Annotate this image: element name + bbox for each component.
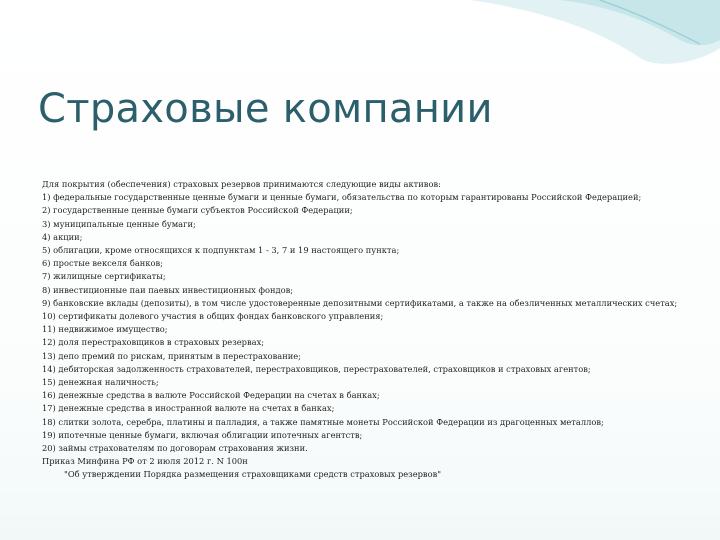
- list-item: 1) федеральные государственные ценные бумаги и ценные бумаги, обязательства по которым гарантированы Российской Федерацией;: [42, 192, 642, 203]
- list-item: 19) ипотечные ценные бумаги, включая облигации ипотечных агентств;: [42, 429, 363, 440]
- list-item: 20) займы страхователям по договорам страхования жизни.: [42, 443, 308, 454]
- list-item: 18) слитки золота, серебра, платины и палладия, а также памятные монеты Российской Федерации из драгоценных металлов;: [42, 416, 604, 427]
- list-item: 14) дебиторская задолженность страхователей, перестраховщиков, перестрахователей, страховщиков и страховых агентов;: [42, 363, 591, 374]
- list-item: 10) сертификаты долевого участия в общих фондах банковского управления;: [42, 311, 384, 322]
- asset-list: [42, 178, 692, 482]
- list-item: 8) инвестиционные паи паевых инвестиционных фондов;: [42, 284, 294, 295]
- list-item: 13) депо премий по рискам, принятым в перестрахование;: [42, 350, 301, 361]
- list-item: 7) жилищные сертификаты;: [42, 271, 166, 282]
- intro-text: Для покрытия (обеспечения) страховых резервов принимаются следующие виды активов:: [42, 179, 441, 189]
- list-item: 3) муниципальные ценные бумаги;: [42, 218, 196, 229]
- list-item: 5) облигации, кроме относящихся к подпунктам 1 - 3, 7 и 19 настоящего пункта;: [42, 245, 400, 256]
- list-item: 15) денежная наличность;: [42, 377, 159, 388]
- list-item: 16) денежные средства в валюте Российской Федерации на счетах в банках;: [42, 390, 380, 401]
- list-item: 9) банковские вклады (депозиты), в том числе удостоверенные депозитными сертификатами, а также на обезличенных металлических счетах;: [42, 297, 678, 308]
- list-item: 2) государственные ценные бумаги субъектов Российской Федерации;: [42, 205, 353, 216]
- source-reference: Приказ Минфина РФ от 2 июля 2012 г. N 100н: [42, 456, 248, 467]
- top-wave-decoration: [0, 0, 720, 70]
- list-item: 17) денежные средства в иностранной валюте на счетах в банках;: [42, 403, 335, 414]
- list-item: 12) доля перестраховщиков в страховых резервах;: [42, 337, 265, 348]
- source-document-title: "Об утверждении Порядка размещения страховщиками средств страховых резервов": [64, 469, 442, 480]
- list-item: 6) простые векселя банков;: [42, 258, 163, 269]
- list-item: 11) недвижимое имущество;: [42, 324, 168, 335]
- slide-title: Страховые компании: [38, 86, 493, 132]
- list-item: 4) акции;: [42, 231, 83, 242]
